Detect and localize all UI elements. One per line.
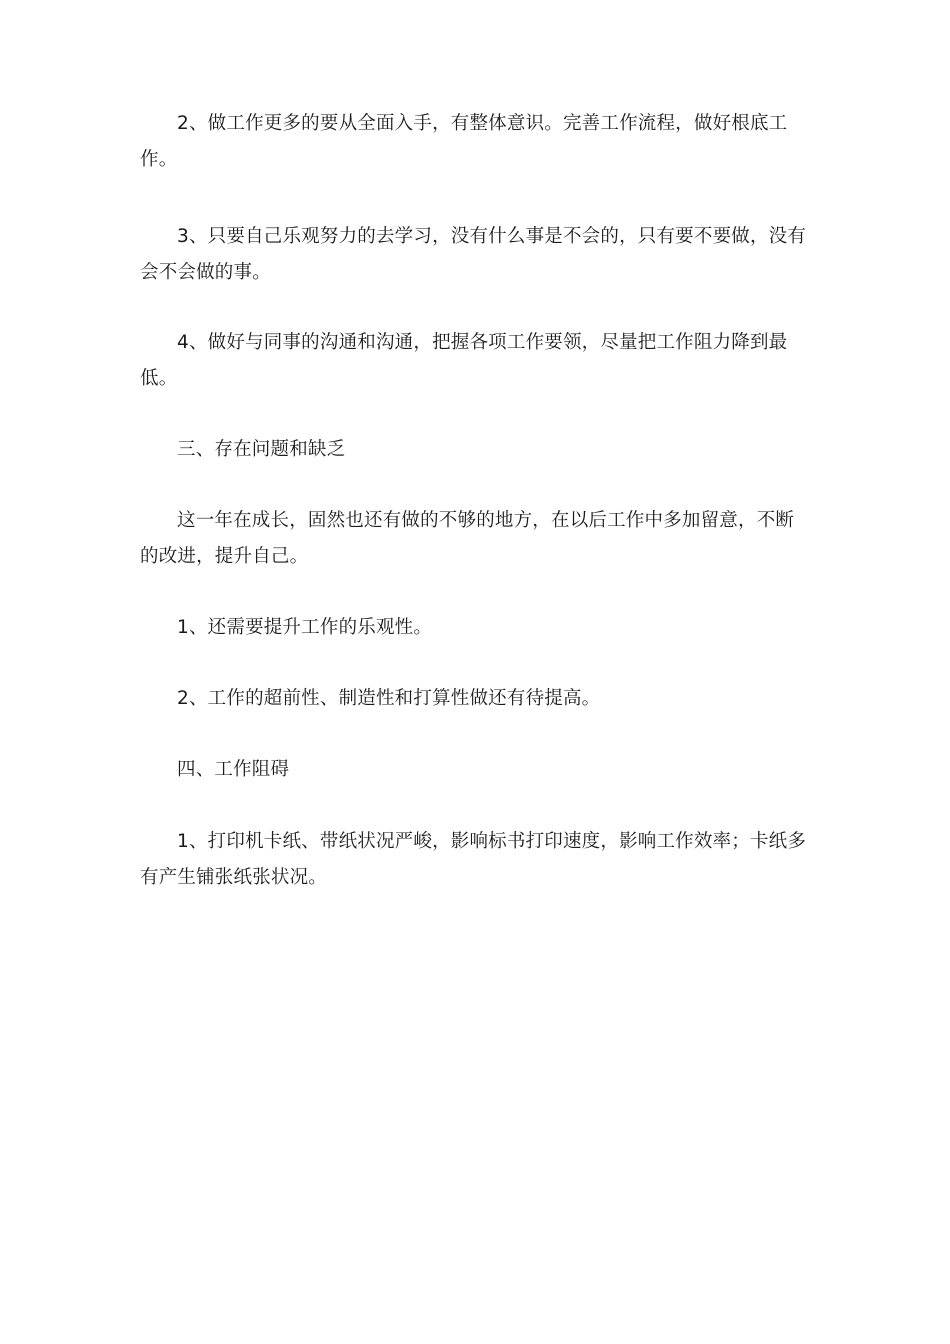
paragraph-summary: 这一年在成长，固然也还有做的不够的地方，在以后工作中多加留意，不断的改进，提升自己。 (140, 510, 795, 567)
paragraph-problem-2: 2、工作的超前性、制造性和打算性做还有待提高。 (177, 688, 601, 709)
section-heading-problems: 三、存在问题和缺乏 (177, 439, 346, 460)
paragraph-item-3: 3、只要自己乐观努力的去学习，没有什么事是不会的，只有要不要做，没有会不会做的事。 (140, 226, 807, 283)
paragraph-item-4: 4、做好与同事的沟通和沟通，把握各项工作要领，尽量把工作阻力降到最低。 (140, 332, 788, 389)
section-heading-obstacles: 四、工作阻碍 (177, 759, 290, 780)
paragraph-obstacle-1: 1、打印机卡纸、带纸状况严峻，影响标书打印速度，影响工作效率；卡纸多有产生铺张纸张状况。 (140, 831, 807, 888)
paragraph-item-2: 2、做工作更多的要从全面入手，有整体意识。完善工作流程，做好根底工作。 (140, 113, 788, 170)
paragraph-problem-1: 1、还需要提升工作的乐观性。 (177, 617, 433, 638)
